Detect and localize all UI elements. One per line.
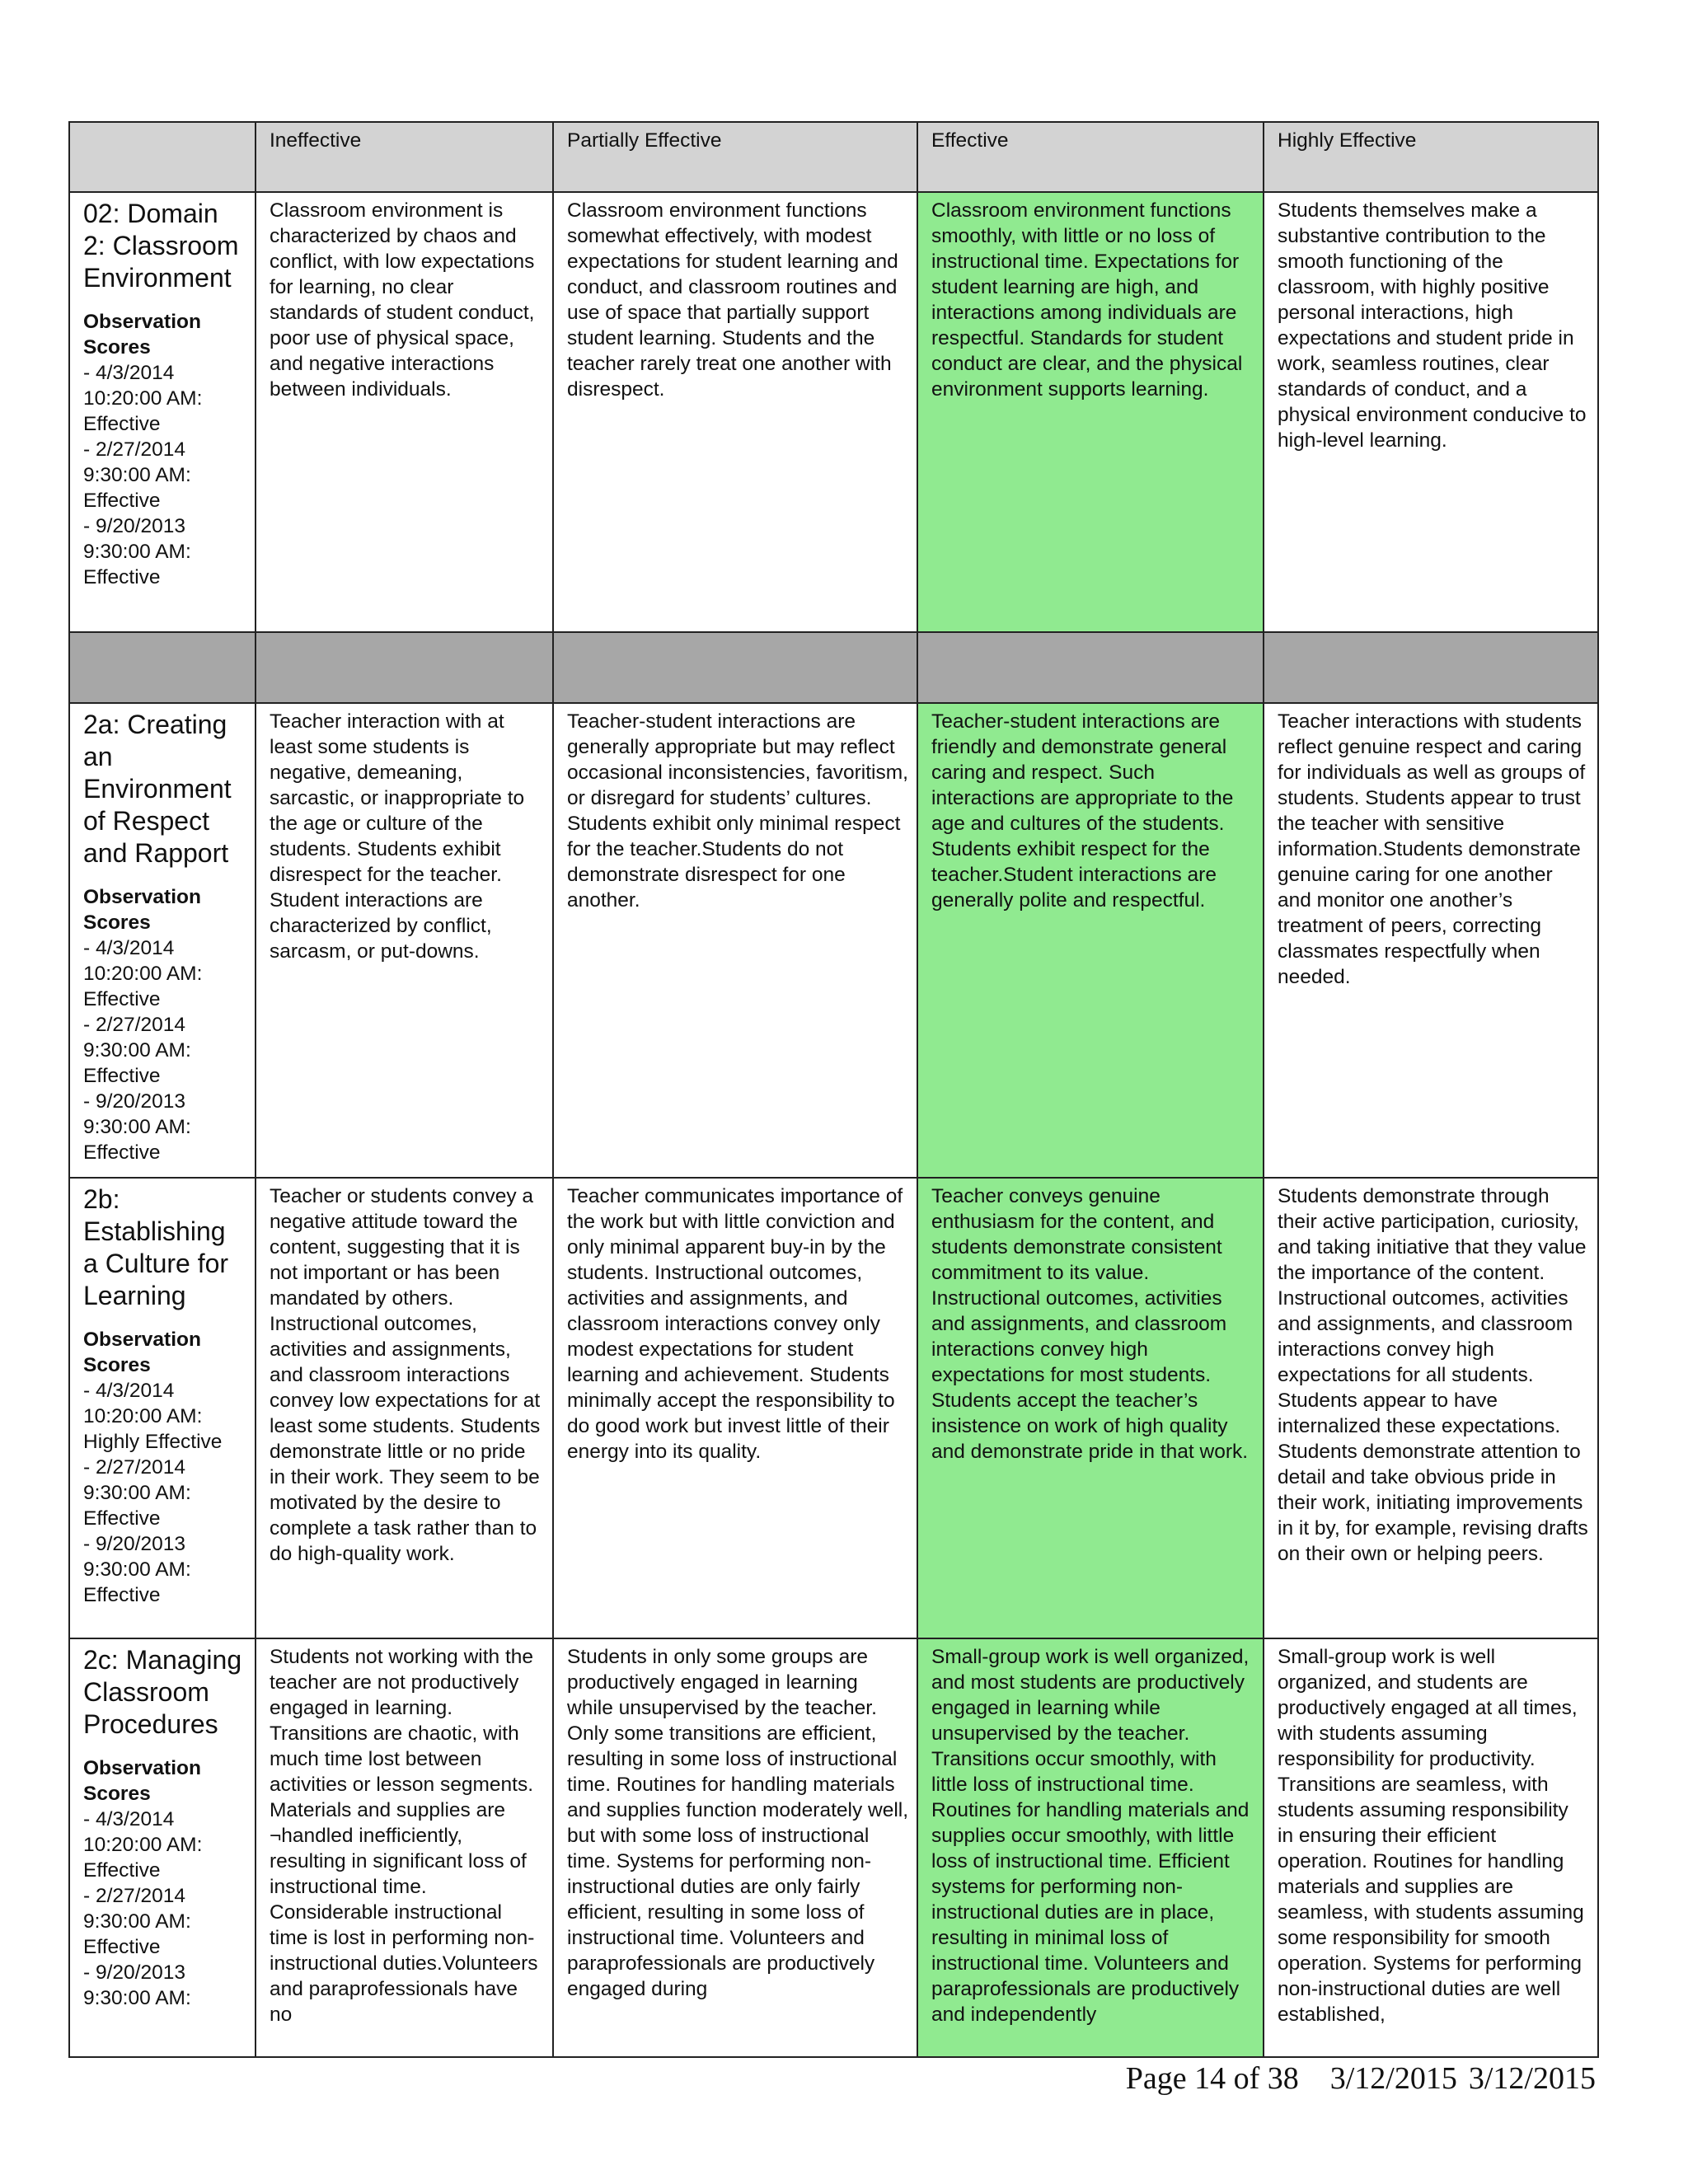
component-title: 2b: Establishing a Culture for Learning: [83, 1184, 229, 1310]
ineffective-cell: Classroom environment is characterized by chaos and conflict, with low expectations for learning, no clear standards of student conduct, poor use of physical space, and negative interactions between individuals.: [256, 192, 553, 632]
separator-cell: [553, 632, 917, 703]
observation-score: - 4/3/2014 10:20:00 AM: Effective: [83, 1808, 203, 1882]
observation-score: - 2/27/2014 9:30:00 AM: Effective: [83, 438, 191, 512]
highly-effective-cell: Teacher interactions with students reflect genuine respect and caring for individuals as well as groups of students. Students appear to trust the teacher with sensitive information.Students demonstrate genuine caring for one another and monitor one another’s treatment of peers, correcting classmates respectfully when needed.: [1264, 703, 1598, 1178]
highly-effective-cell: Students themselves make a substantive contribution to the smooth functioning of the classroom, with highly positive personal interactions, high expectations and student pride in work, seamless routines, clear standards of conduct, and a physical environment conducive to high-level learning.: [1264, 192, 1598, 632]
observation-score: - 9/20/2013 9:30:00 AM:: [83, 1961, 191, 2009]
partially-effective-cell: Teacher-student interactions are generally appropriate but may reflect occasional inconsistencies, favoritism, or disregard for students’ cultures. Students exhibit only minimal respect for the teacher.Students do not demonstrate disrespect for one another.: [553, 703, 917, 1178]
header-cell-empty: [69, 122, 256, 192]
observation-score: - 4/3/2014 10:20:00 AM: Highly Effective: [83, 1380, 223, 1453]
separator-cell: [917, 632, 1264, 703]
observation-label: Observation Scores: [83, 886, 201, 934]
ineffective-cell: Teacher or students convey a negative attitude toward the content, suggesting that it is not important or has been mandated by others. Instructional outcomes, activities and assignments, and classroom interactions convey low expectations for at least some students. Students demonstrate little or no pride in their work. They seem to be motivated by the desire to complete a task rather than to do high-quality work.: [256, 1178, 553, 1638]
component-cell: [69, 703, 256, 1178]
ineffective-cell: Teacher interaction with at least some students is negative, demeaning, sarcastic, or inappropriate to the age or culture of the students. Students exhibit disrespect for the teacher. Student interactions are characterized by conflict, sarcasm, or put-downs.: [256, 703, 553, 1178]
observation-label: Observation Scores: [83, 311, 201, 359]
observation-score: - 2/27/2014 9:30:00 AM: Effective: [83, 1885, 191, 1958]
footer-date: 3/12/2015: [1329, 2061, 1457, 2096]
header-partially-effective: Partially Effective: [553, 122, 917, 192]
separator-cell: [1264, 632, 1598, 703]
effective-cell-selected: Classroom environment functions smoothly, with little or no loss of instructional time. Expectations for student learning are high, and interactions among individuals are respectful. Standards for student conduct are clear, and the physical environment supports learning.: [917, 192, 1264, 632]
effective-text-continued: Students accept the teacher’s insistence on work of high quality and demonstrate pride in that work.: [931, 1390, 1249, 1463]
effective-cell-selected: Teacher-student interactions are friendly and demonstrate general caring and respect. Such interactions are appropriate to the age and cultures of the students. Students exhibit respect for the teacher.Student interactions are generally polite and respectful.: [917, 703, 1264, 1178]
component-title: 02: Domain 2: Classroom Environment: [83, 199, 239, 293]
effective-cell-selected: [917, 1178, 1264, 1638]
effective-cell-selected: Small-group work is well organized, and most students are productively engaged in learning while unsupervised by the teacher. Transitions occur smoothly, with little loss of instructional time. Routines for handling materials and supplies occur smoothly, with little loss of instructional time. Efficient systems for performing non-instructional duties are in place, resulting in minimal loss of instructional time. Volunteers and paraprofessionals are productively and independently: [917, 1638, 1264, 2057]
observation-score: - 9/20/2013 9:30:00 AM: Effective: [83, 1533, 191, 1606]
component-cell: [69, 192, 256, 632]
header-row: [69, 122, 1598, 192]
table-row: [69, 1178, 1598, 1638]
component-title: 2a: Creating an Environment of Respect and Rapport: [83, 710, 232, 868]
partially-effective-cell: Students in only some groups are productively engaged in learning while unsupervised by the teacher. Only some transitions are efficient, resulting in some loss of instructional time. Routines for handling materials and supplies function moderately well, but with some loss of instructional time. Systems for performing non-instructional duties are only fairly efficient, resulting in some loss of instructional time. Volunteers and paraprofessionals are productively engaged during: [553, 1638, 917, 2057]
effective-text: Teacher conveys genuine enthusiasm for the content, and students demonstrate consistent commitment to its value. Instructional outcomes, activities and assignments, and classroom interactions convey high expectations for most students.: [931, 1185, 1227, 1386]
observation-score: - 2/27/2014 9:30:00 AM: Effective: [83, 1456, 191, 1530]
partially-effective-cell: Teacher communicates importance of the work but with little conviction and only minimal apparent buy-in by the students. Instructional outcomes, activities and assignments, and classroom interactions convey only modest expectations for student learning and achievement. Students minimally accept the responsibility to do good work but invest little of their energy into its quality.: [553, 1178, 917, 1638]
table-row: [69, 192, 1598, 632]
header-effective: Effective: [917, 122, 1264, 192]
observation-label: Observation Scores: [83, 1329, 201, 1376]
component-cell: [69, 1178, 256, 1638]
separator-cell: [256, 632, 553, 703]
header-highly-effective: Highly Effective: [1264, 122, 1598, 192]
footer-date: 3/12/2015: [1468, 2061, 1596, 2096]
rubric-table: [68, 121, 1599, 2058]
observation-score: - 9/20/2013 9:30:00 AM: Effective: [83, 515, 191, 588]
separator-row: [69, 632, 1598, 703]
header-ineffective: Ineffective: [256, 122, 553, 192]
component-cell: [69, 1638, 256, 2057]
highly-effective-cell: Students demonstrate through their active participation, curiosity, and taking initiative that they value the importance of the content. Instructional outcomes, activities and assignments, and classroom interactions convey high expectations for all students. Students appear to have internalized these expectations. Students demonstrate attention to detail and take obvious pride in their work, initiating improvements in it by, for example, revising drafts on their own or helping peers.: [1264, 1178, 1598, 1638]
partially-effective-cell: Classroom environment functions somewhat effectively, with modest expectations for student learning and conduct, and classroom routines and use of space that partially support student learning. Students and the teacher rarely treat one another with disrespect.: [553, 192, 917, 632]
observation-score: - 2/27/2014 9:30:00 AM: Effective: [83, 1014, 191, 1087]
component-title: 2c: Managing Classroom Procedures: [83, 1645, 242, 1739]
highly-effective-cell: Small-group work is well organized, and students are productively engaged at all times, with students assuming responsibility for productivity. Transitions are seamless, with students assuming responsibility in ensuring their efficient operation. Routines for handling materials and supplies are seamless, with students assuming some responsibility for smooth operation. Systems for performing non-instructional duties are well established,: [1264, 1638, 1598, 2057]
observation-score: - 4/3/2014 10:20:00 AM: Effective: [83, 937, 203, 1010]
table-row: [69, 703, 1598, 1178]
observation-label: Observation Scores: [83, 1757, 201, 1805]
table-row: [69, 1638, 1598, 2057]
page-number: Page 14 of 38: [1125, 2061, 1299, 2096]
observation-score: - 4/3/2014 10:20:00 AM: Effective: [83, 362, 203, 435]
separator-cell: [69, 632, 256, 703]
page-footer: [1095, 2060, 1596, 2097]
observation-score: - 9/20/2013 9:30:00 AM: Effective: [83, 1090, 191, 1164]
ineffective-cell: Students not working with the teacher are not productively engaged in learning. Transitions are chaotic, with much time lost between activities or lesson segments. Materials and supplies are ¬handled inefficiently, resulting in significant loss of instructional time. Considerable instructional time is lost in performing non-instructional duties.Volunteers and paraprofessionals have no: [256, 1638, 553, 2057]
